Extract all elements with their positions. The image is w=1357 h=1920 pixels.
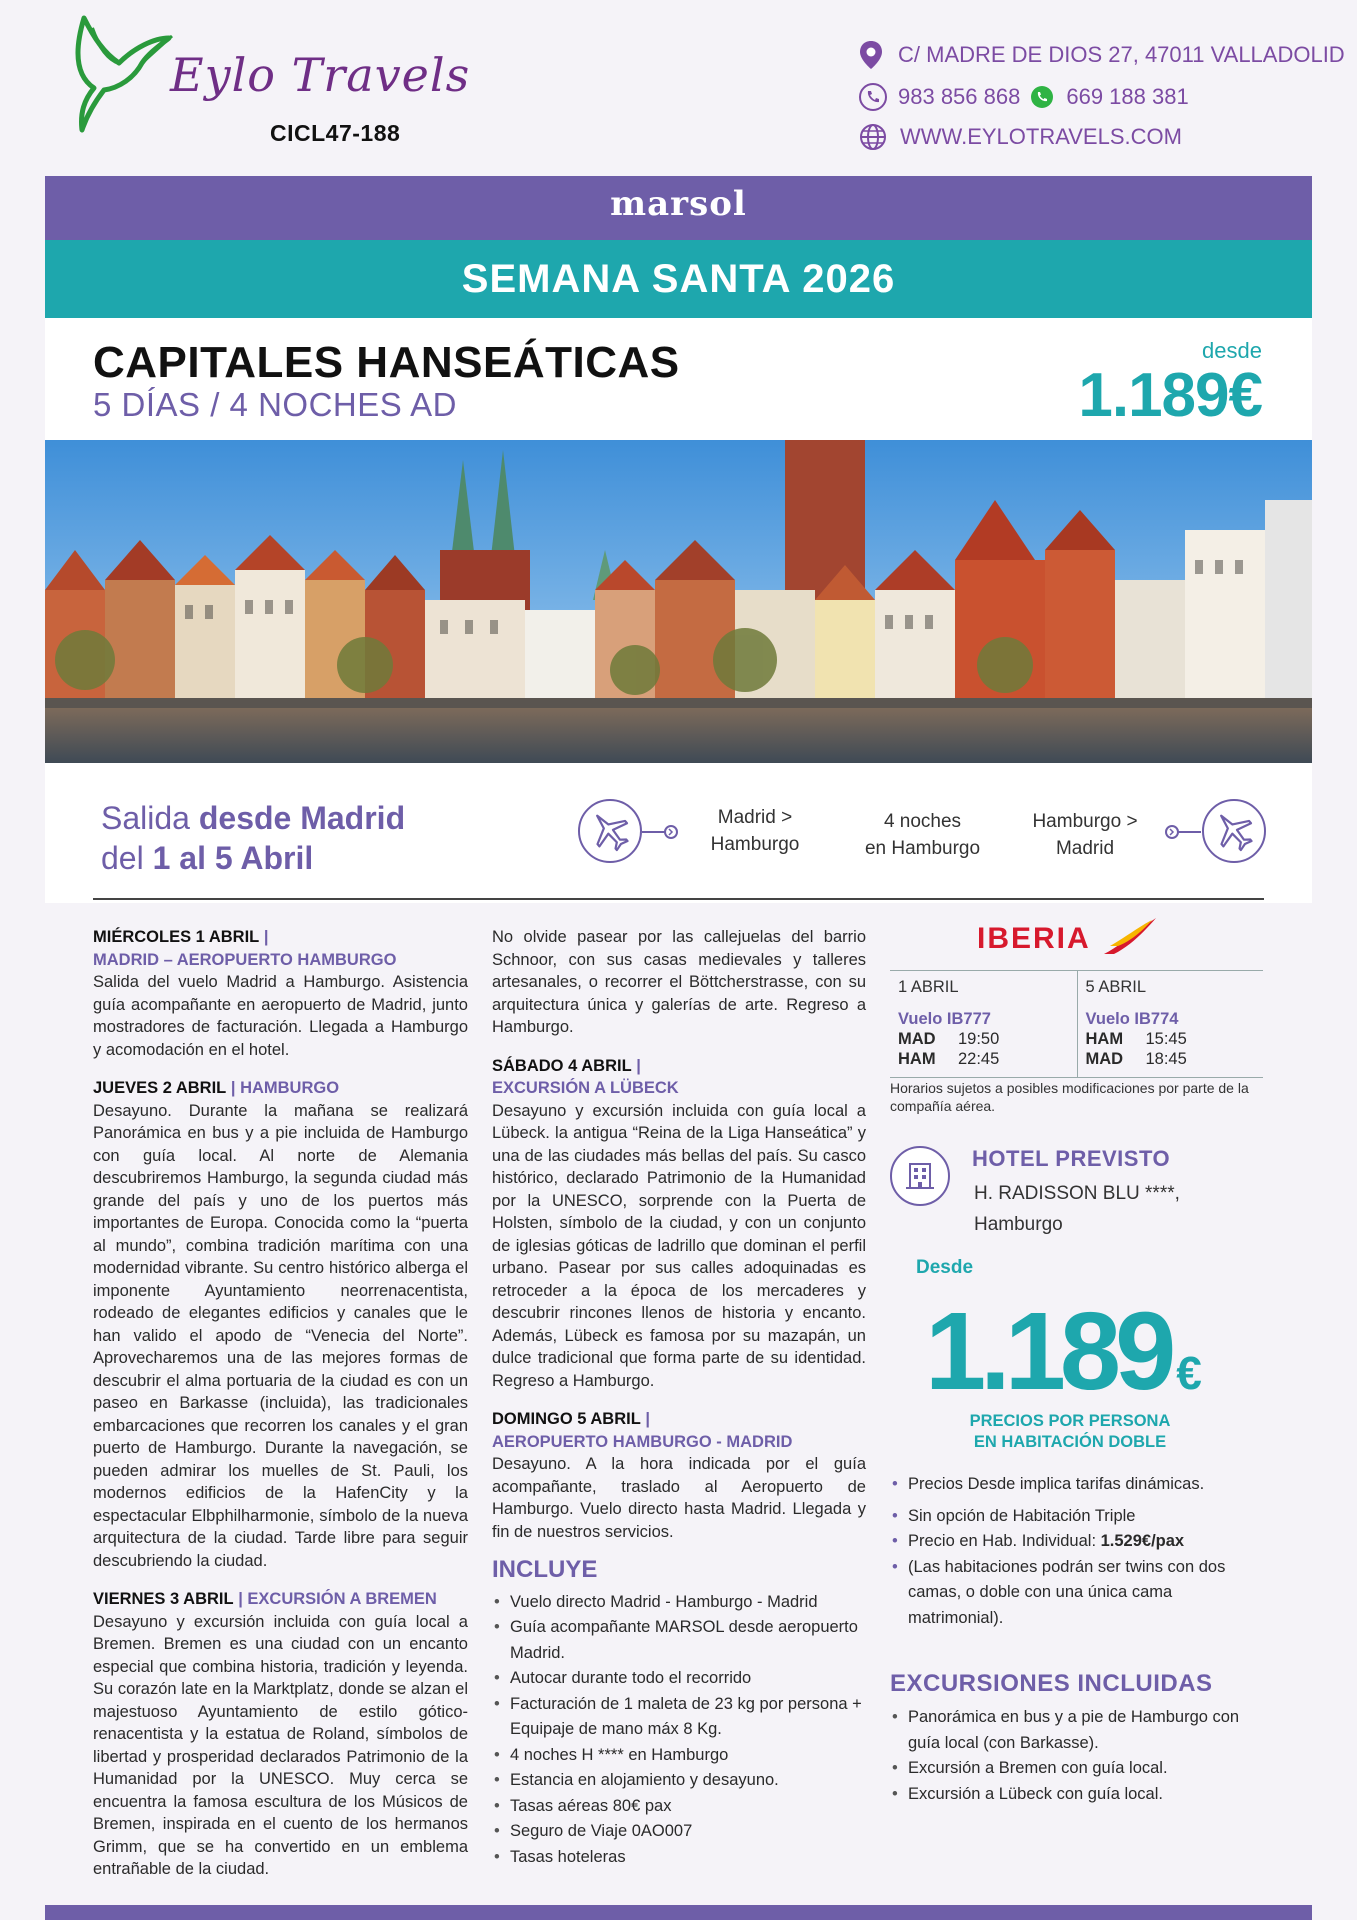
departure-city: desde Madrid xyxy=(198,800,406,836)
excursion-item: • Excursión a Bremen con guía local. xyxy=(890,1756,1264,1782)
price-from-label: desde xyxy=(1202,338,1262,363)
price-amount: 1.189 xyxy=(925,1290,1171,1413)
phone-icon xyxy=(858,82,888,112)
return-destination: MAD xyxy=(1085,1050,1124,1068)
day-1-text: Salida del vuelo Madrid a Hamburgo. Asistencia guía acompañante en aeropuerto de Madrid, junto mostradores de facturación. Llegada a Hamburgo y acomodación en el hotel. xyxy=(93,973,468,1059)
day-1-subheading: MADRID – AEROPUERTO HAMBURGO xyxy=(93,950,397,969)
day-3-text: Desayuno y excursión incluida con guía local a Bremen. Bremen es una ciudad con un encanto especial que combina historia, tradición y leyenda. Su corazón late en la Marktplatz, donde se alzan el majestuoso Ayuntamiento de estilo gótico-renacentista y la estatua de Roland, símbolos de libertad y prosperidad declarados Patrimonio de la Humanidad por la UNESCO. Muy cerca se encuentra la famosa escultura de los Músicos de Bremen, inspirada en el cuento de los hermanos Grimm, que se ha convertido en un emblema entrañable de la ciudad. xyxy=(93,1612,468,1878)
route-leg-outbound xyxy=(690,804,820,858)
pricing-note xyxy=(890,1529,1264,1555)
day-5: DOMINGO 5 ABRIL | AEROPUERTO HAMBURGO - MADRID Desayuno. A la hora indicada por el guía acompañante, traslado al Aeropuerto de Hamburgo. Vuelo directo hasta Madrid. Llegada y fin de nuestros servicios. xyxy=(492,1408,866,1543)
agency-name: Eylo Travels xyxy=(170,48,471,102)
includes-item: • Autocar durante todo el recorrido xyxy=(492,1666,866,1692)
includes-list xyxy=(492,1590,866,1871)
price-currency: € xyxy=(1176,1347,1202,1399)
hummingbird-logo-icon xyxy=(64,8,174,133)
leg1-line1: Madrid > xyxy=(717,807,793,828)
day-2-text: Desayuno. Durante la mañana se realizará Panorámica en bus y a pie incluida de Hamburgo con guía local. Al norte de Alemania descubriremos Hamburgo, la segunda ciudad más grande del país y uno de los puertos más importantes de Europa. Conocida como la “puerta al mundo”, combina tradición marítima con una modernidad vibrante. Su centro histórico alberga el imponente Ayuntamiento neorrenacentista, rodeado de elegantes edificios y canales que le han valido el apodo de “Venecia del Norte”. Aprovecharemos una de las mejores formas de descubrir el alma portuaria de la ciudad es con un paseo en Barkasse (incluida), las tradicionales embarcaciones que recorren los canales y el gran puerto de Hamburgo. Durante la navegación, se pueden admirar los muelles de St. Pauli, los modernos edificios de la HafenCity y la espectacular Elbphilharmonie, símbolo de la nueva arquitectura de la ciudad. Tarde libre para seguir descubriendo la ciudad. xyxy=(93,1101,468,1570)
airline-logo xyxy=(977,916,1160,956)
day-2: JUEVES 2 ABRIL | HAMBURGO Desayuno. Durante la mañana se realizará Panorámica en bus y a pie incluida de Hamburgo con guía local. Al norte de Alemania descubriremos Hamburgo, la segunda ciudad más grande del país y uno de los puertos más importantes de Europa. Conocida como la “puerta al mundo”, combina tradición marítima con una modernidad vibrante. Su centro histórico alberga el imponente Ayuntamiento neorrenacentista, rodeado de elegantes edificios y canales que le han valido el apodo de “Venecia del Norte”. Aprovecharemos una de las mejores formas de descubrir el alma portuaria de la ciudad es con un paseo en Barkasse (incluida), las tradicionales embarcaciones que recorren los canales y el gran puerto de Hamburgo. Durante la navegación, se pueden admirar los muelles de St. Pauli, los modernos edificios de la HafenCity y la espectacular Elbphilharmonie, símbolo de la nueva arquitectura de la ciudad. Tarde libre para seguir descubriendo la ciudad. xyxy=(93,1077,468,1572)
day-3: VIERNES 3 ABRIL | EXCURSIÓN A BREMEN Desayuno y excursión incluida con guía local a Bremen. Bremen es una ciudad con un encanto especial que combina historia, tradición y leyenda. Su corazón late en la Marktplatz, donde se alzan el majestuoso Ayuntamiento de estilo gótico-renacentista y la estatua de Roland, símbolos de libertad y prosperidad declarados Patrimonio de la Humanidad por la UNESCO. Muy cerca se encuentra la famosa escultura de los Músicos de Bremen, inspirada en el cuento de los hermanos Grimm, que se ha convertido en un emblema entrañable de la ciudad. xyxy=(93,1588,468,1881)
departure-plane-icon xyxy=(578,799,642,863)
excursions-list xyxy=(890,1705,1264,1807)
return-departure-time: 15:45 xyxy=(1145,1030,1187,1048)
arrow-connector-icon xyxy=(1165,824,1201,840)
airline-name: IBERIA xyxy=(977,922,1090,955)
day-3-text-continued: No olvide pasear por las callejuelas del barrio Schnoor, con sus casas medievales y talleres artesanales, o recorrer el Böttcherstrasse, con su arquitectura única y galerías de arte. Regreso a Hamburgo. xyxy=(492,928,866,1036)
includes-item: • Tasas hoteleras xyxy=(492,1845,866,1871)
includes-item: • Estancia en alojamiento y desayuno. xyxy=(492,1768,866,1794)
return-date: 5 ABRIL xyxy=(1085,978,1147,996)
hotel-city: Hamburgo xyxy=(974,1214,1063,1235)
price-basis-line1: PRECIOS POR PERSONA xyxy=(969,1412,1171,1430)
footer-band xyxy=(45,1905,1312,1920)
includes-item: • Tasas aéreas 80€ pax xyxy=(492,1794,866,1820)
trip-title: CAPITALES HANSEÁTICAS xyxy=(93,338,680,387)
itinerary-column-2 xyxy=(492,926,866,1870)
leg2-line1: Hamburgo > xyxy=(1032,811,1138,832)
address xyxy=(858,40,1345,70)
globe-icon xyxy=(858,122,888,152)
iberia-wing-icon xyxy=(1100,916,1160,956)
pricing-note: • Sin opción de Habitación Triple xyxy=(890,1504,1264,1530)
day-5-text: Desayuno. A la hora indicada por el guía acompañante, traslado al Aeropuerto de Hamburgo. Vuelo directo hasta Madrid. Llegada y fin de nuestros servicios. xyxy=(492,1455,866,1541)
operator-band xyxy=(45,176,1312,240)
includes-item: • Facturación de 1 maleta de 23 kg por persona + Equipaje de mano máx 8 Kg. xyxy=(492,1692,866,1743)
departure-dates: 1 al 5 Abril xyxy=(152,840,314,876)
return-plane-icon xyxy=(1202,799,1266,863)
day-1: MIÉRCOLES 1 ABRIL | MADRID – AEROPUERTO HAMBURGO Salida del vuelo Madrid a Hamburgo. Asistencia guía acompañante en aeropuerto de Madrid, junto mostradores de facturación. Llegada a Hamburgo y acomodación en el hotel. xyxy=(93,926,468,1061)
pricing-note: • Precios Desde implica tarifas dinámicas. xyxy=(890,1472,1264,1498)
return-origin: HAM xyxy=(1085,1030,1124,1048)
day-2-heading: JUEVES 2 ABRIL xyxy=(93,1079,227,1097)
departure-prefix: Salida xyxy=(101,800,199,836)
day-2-subheading: HAMBURGO xyxy=(240,1079,340,1097)
leg1-line2: Hamburgo xyxy=(710,834,800,855)
day-5-subheading: AEROPUERTO HAMBURGO - MADRID xyxy=(492,1432,793,1451)
hotel-info xyxy=(974,1178,1274,1240)
trip-subtitle: 5 DÍAS / 4 NOCHES AD xyxy=(93,386,457,423)
phone-number[interactable]: 983 856 868 xyxy=(898,84,1021,109)
excursions-title: EXCURSIONES INCLUIDAS xyxy=(890,1670,1213,1697)
price-from-label-main: Desde xyxy=(916,1257,974,1278)
whatsapp-number[interactable]: 669 188 381 xyxy=(1066,84,1189,109)
stay-line1: 4 noches xyxy=(883,811,962,832)
includes-item: • 4 noches H **** en Hamburgo xyxy=(492,1743,866,1769)
includes-title: INCLUYE xyxy=(492,1556,598,1583)
website xyxy=(858,122,1182,152)
excursion-item: • Panorámica en bus y a pie de Hamburgo con guía local (con Barkasse). xyxy=(890,1705,1264,1756)
price-main xyxy=(925,1288,1215,1415)
operator-logo: marsol xyxy=(610,184,747,224)
single-room-label: Precio en Hab. Individual: xyxy=(908,1532,1101,1550)
itinerary-column-1 xyxy=(93,926,468,1897)
route-stay xyxy=(850,808,995,862)
agency-code: CICL47-188 xyxy=(270,120,401,146)
includes-item: • Vuelo directo Madrid - Hamburgo - Madrid xyxy=(492,1590,866,1616)
season-banner: SEMANA SANTA 2026 xyxy=(45,240,1312,318)
includes-item: • Seguro de Viaje 0AO007 xyxy=(492,1819,866,1845)
hotel-building-icon xyxy=(890,1146,950,1206)
outbound-destination: HAM xyxy=(898,1050,936,1068)
stay-line2: en Hamburgo xyxy=(864,838,981,859)
leg2-line2: Madrid xyxy=(1055,838,1115,859)
single-room-price: 1.529€/pax xyxy=(1100,1532,1185,1550)
hotel-name: H. RADISSON BLU ****, xyxy=(974,1183,1180,1204)
location-pin-icon xyxy=(858,40,884,70)
day-1-heading: MIÉRCOLES 1 ABRIL xyxy=(93,928,260,946)
outbound-date: 1 ABRIL xyxy=(898,978,959,996)
flight-table xyxy=(890,970,1263,1078)
hotel-title: HOTEL PREVISTO xyxy=(972,1146,1171,1171)
return-flight-number: Vuelo IB774 xyxy=(1085,1010,1179,1028)
return-arrival-time: 18:45 xyxy=(1145,1050,1187,1068)
includes-item: • Guía acompañante MARSOL desde aeropuerto Madrid. xyxy=(492,1615,866,1666)
dates-prefix: del xyxy=(101,840,153,876)
day-4: SÁBADO 4 ABRIL | EXCURSIÓN A LÜBECK Desayuno y excursión incluida con guía local a Lübeck. la antigua “Reina de la Liga Hanseática” y una de las ciudades más bellas del país. Su casco histórico, declarado Patrimonio de la Humanidad por la UNESCO, sorprende con la Puerta de Holsten, símbolo de la ciudad, y con un conjunto de iglesias góticas de ladrillo que dominan el perfil urbano. Pasear por sus calles adoquinadas es retroceder a la época de los mercaderes y descubrir rincones llenos de historia y encanto. Además, Lübeck es famosa por su mazapán, un dulce tradicional que forma parte de su identidad. Regreso a Hamburgo. xyxy=(492,1055,866,1393)
excursion-item: • Excursión a Lübeck con guía local. xyxy=(890,1782,1264,1808)
day-3-heading: VIERNES 3 ABRIL xyxy=(93,1590,234,1608)
route-leg-return xyxy=(1015,808,1155,862)
day-4-text: Desayuno y excursión incluida con guía local a Lübeck. la antigua “Reina de la Liga Hanseática” y una de las ciudades más bellas del país. Su casco histórico, declarado Patrimonio de la Humanidad por la UNESCO, sorprende con la Puerta de Holsten, símbolo de la ciudad, y con un conjunto de iglesias góticas de ladrillo que dominan el perfil urbano. Pasear por sus calles adoquinadas es retroceder a la época de los mercaderes y descubrir rincones llenos de historia y encanto. Además, Lübeck es famosa por su mazapán, un dulce tradicional que forma parte de su identidad. Regreso a Hamburgo. xyxy=(492,1101,866,1390)
outbound-departure-time: 19:50 xyxy=(958,1030,1000,1048)
outbound-flight-number: Vuelo IB777 xyxy=(898,1010,991,1028)
day-4-subheading: EXCURSIÓN A LÜBECK xyxy=(492,1079,679,1097)
price-basis-line2: EN HABITACIÓN DOBLE xyxy=(973,1433,1167,1451)
price-header: 1.189€ xyxy=(1078,361,1262,430)
lubeck-waterfront-photo xyxy=(45,440,1312,763)
address-text: C/ MADRE DE DIOS 27, 47011 VALLADOLID xyxy=(898,42,1345,67)
day-5-heading: DOMINGO 5 ABRIL xyxy=(492,1410,641,1428)
day-3-subheading: EXCURSIÓN A BREMEN xyxy=(247,1590,437,1608)
return-flight xyxy=(1077,971,1264,1077)
flight-schedule-note: Horarios sujetos a posibles modificaciones por parte de la compañía aérea. xyxy=(890,1080,1249,1114)
outbound-origin: MAD xyxy=(898,1030,936,1048)
arrow-connector-icon xyxy=(642,824,678,840)
day-4-heading: SÁBADO 4 ABRIL xyxy=(492,1056,632,1075)
outbound-arrival-time: 22:45 xyxy=(958,1050,1000,1068)
section-divider xyxy=(93,898,1264,900)
price-basis xyxy=(940,1411,1200,1453)
whatsapp-icon xyxy=(1030,85,1054,109)
phones xyxy=(858,82,1189,112)
departure-info xyxy=(101,798,405,878)
outbound-flight xyxy=(890,971,1077,1077)
website-link[interactable]: WWW.EYLOTRAVELS.COM xyxy=(900,124,1182,149)
pricing-notes xyxy=(890,1472,1264,1631)
pricing-note: • (Las habitaciones podrán ser twins con dos camas, o doble con una única cama matrimonial). xyxy=(890,1555,1264,1632)
